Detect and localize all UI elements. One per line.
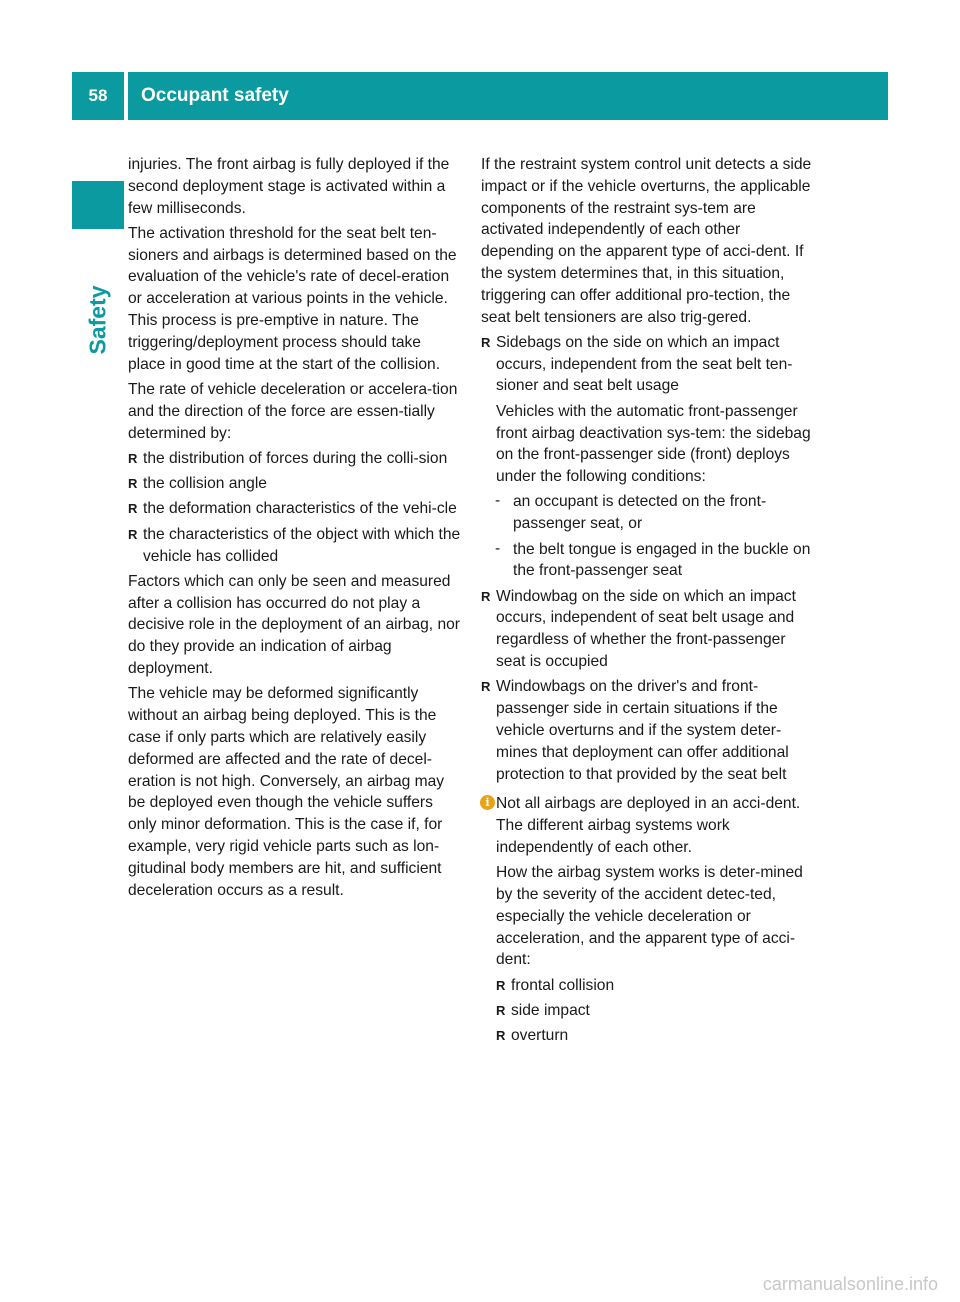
list-item: R Sidebags on the side on which an impact occurs, independent from the seat belt ten-sioner and seat belt usage Vehicles with the automatic front-passenger front airbag deactivation sys-tem: the sidebag on the front-passenger side (front) deploys under the following conditions: [481,332,815,488]
paragraph: injuries. The front airbag is fully deployed if the second deployment stage is activated within a few milliseconds. [128,156,450,217]
sub-list-item: - the belt tongue is engaged in the buckle on the front-passenger seat [495,539,811,580]
bullet-icon: R [128,450,138,466]
bullet-icon: R [496,977,506,993]
bullet-icon: R [128,526,138,542]
list-item: R Windowbag on the side on which an impact occurs, independent of seat belt usage and regardless of whether the front-passenger seat is occupied [481,587,796,671]
section-tab-marker [72,181,124,229]
paragraph: The rate of vehicle deceleration or accelera-tion and the direction of the force are essen-tially determined by: [128,380,458,442]
paragraph: Factors which can only be seen and measured after a collision has occurred do not play a decisive role in the deployment of an airbag, nor do they provide an indication of airbag deployment. [128,572,460,678]
list-item-note: Vehicles with the automatic front-passenger front airbag deactivation sys-tem: the sidebag on the front-passenger side (front) deploys under the following conditions: [496,402,811,486]
paragraph: The vehicle may be deformed significantly without an airbag being deployed. This is the case if only parts which are relatively easily deformed are affected and the rate of decel-eration is not high. Conversely, an airbag may be deployed even though the vehicle suffers only minor deformation. This is the case if, for example, very rigid vehicle parts such as lon-gitudinal body members are hit, and sufficient deceleration occurs as a result. [128,685,445,899]
info-paragraph: How the airbag system works is deter-mined by the severity of the accident detec-ted, especially the vehicle deceleration or acceleration, and the apparent type of acci-dent: [496,864,803,969]
paragraph: The activation threshold for the seat belt ten-sioners and airbags is determined based on the evaluation of the vehicle's rate of decel-eration or acceleration at various points in the vehicle. This process is pre-emptive in nature. The triggering/deployment process should take place in good time at the start of the collision. [128,224,457,373]
list-item: R the collision angle [128,473,462,495]
bullet-icon: R [496,1002,506,1018]
info-icon: i [480,795,495,810]
list-item: R Windowbags on the driver's and front-passenger side in certain situations if the vehicle overturns and if the system deter-mines that deployment can offer additional protection to that provided by the seat belt [481,678,789,783]
bullet-icon: R [481,679,491,695]
list-item: R the characteristics of the object with which the vehicle has collided [128,525,461,565]
bullet-icon: R [128,501,138,517]
list-item: R the distribution of forces during the colli-sion [128,448,462,470]
dash-icon: - [495,492,501,510]
right-column [481,154,815,1051]
bullet-icon: R [481,334,491,350]
list-item: R the deformation characteristics of the vehi-cle [128,498,462,520]
bullet-icon: R [128,476,138,492]
bullet-icon: R [496,1028,506,1044]
dash-icon: - [495,539,501,557]
watermark: carmanualsonline.info [762,1274,938,1294]
bullet-icon: R [481,588,491,604]
paragraph: If the restraint system control unit detects a side impact or if the vehicle overturns, the applicable components of the restraint sys-tem are activated independently of each other depending on the apparent type of acci-dent. If the system determines that, in this situation, triggering can offer additional pro-tection, the seat belt tensioners are also trig-gered. [481,156,812,326]
list-item: R side impact [496,1000,815,1022]
page-title: Occupant safety [128,72,888,120]
section-label: Safety [84,285,111,355]
info-paragraph: Not all airbags are deployed in an acci-dent. The different airbag systems work independently of each other. [496,795,801,856]
page-number: 58 [72,72,124,120]
sub-list-item: - an occupant is detected on the front-passenger seat, or [495,492,767,533]
list-item: R frontal collision [496,975,815,997]
list-item: R overturn [496,1025,815,1047]
left-column [128,154,462,905]
info-note [481,793,815,1047]
